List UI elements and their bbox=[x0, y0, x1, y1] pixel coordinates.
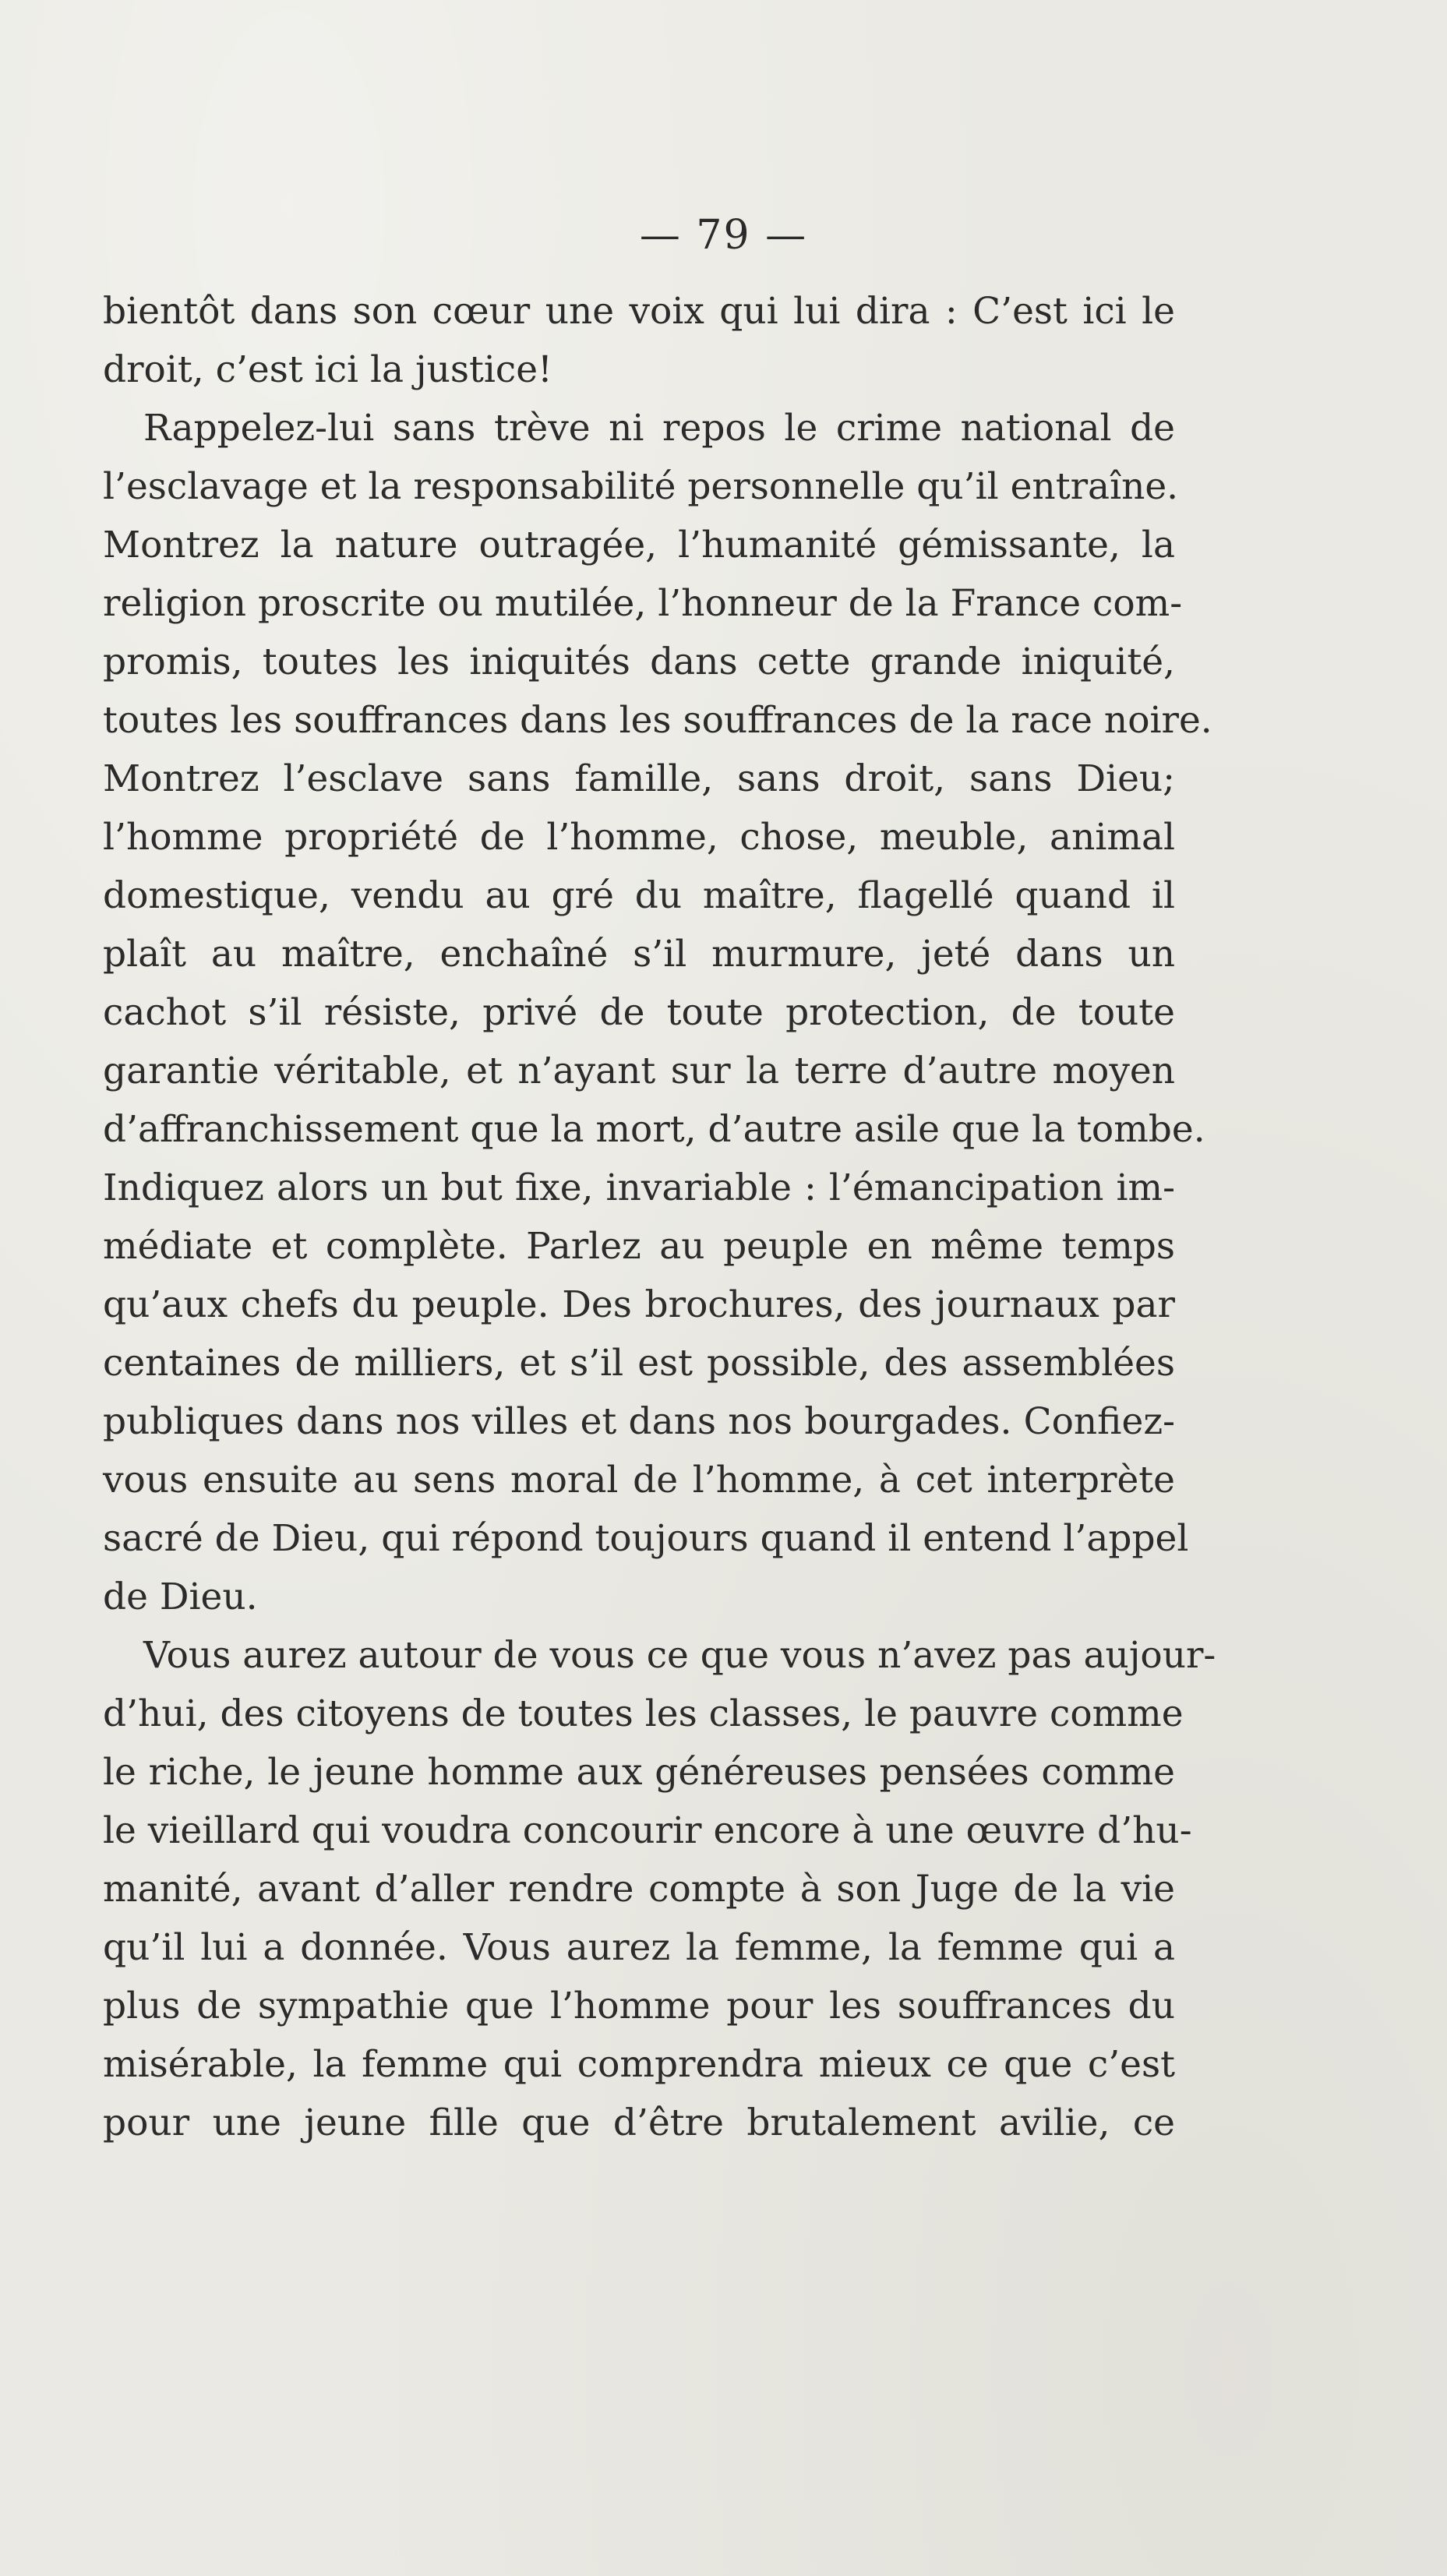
text-line: religion proscrite ou mutilée, l’honneur de la France com- bbox=[103, 582, 1183, 625]
text-line: Rappelez-lui sans trève ni repos le crime national de bbox=[143, 407, 1175, 450]
text-line: plaît au maître, enchaîné s’il murmure, jeté dans un bbox=[103, 933, 1175, 976]
text-line: d’hui, des citoyens de toutes les classes, le pauvre comme bbox=[103, 1692, 1184, 1735]
body-text bbox=[103, 282, 1216, 2152]
text-line: médiate et complète. Parlez au peuple en même temps bbox=[103, 1225, 1175, 1268]
text-line: domestique, vendu au gré du maître, flagellé quand il bbox=[103, 874, 1175, 917]
text-line: bientôt dans son cœur une voix qui lui dira : C’est ici le bbox=[103, 290, 1175, 333]
text-line: publiques dans nos villes et dans nos bourgades. Confiez- bbox=[103, 1400, 1175, 1443]
text-line: misérable, la femme qui comprendra mieux ce que c’est bbox=[103, 2043, 1175, 2086]
text-line: l’esclavage et la responsabilité personnelle qu’il entraîne. bbox=[103, 465, 1179, 508]
text-line: qu’aux chefs du peuple. Des brochures, des journaux par bbox=[103, 1283, 1175, 1326]
text-line: plus de sympathie que l’homme pour les souffrances du bbox=[103, 1985, 1175, 2027]
text-line: Montrez la nature outragée, l’humanité gémissante, la bbox=[103, 524, 1175, 566]
text-line: de Dieu. bbox=[103, 1576, 258, 1618]
text-line: le vieillard qui voudra concourir encore à une œuvre d’hu- bbox=[103, 1809, 1192, 1852]
text-line: promis, toutes les iniquités dans cette grande iniquité, bbox=[103, 640, 1175, 683]
text-line: d’affranchissement que la mort, d’autre asile que la tombe. bbox=[103, 1108, 1205, 1151]
text-line: l’homme propriété de l’homme, chose, meuble, animal bbox=[103, 816, 1175, 859]
text-line: le riche, le jeune homme aux généreuses pensées comme bbox=[103, 1751, 1175, 1794]
text-line: pour une jeune fille que d’être brutalement avilie, ce bbox=[103, 2101, 1175, 2144]
text-line: Montrez l’esclave sans famille, sans droit, sans Dieu; bbox=[103, 757, 1175, 800]
page-number: — 79 — bbox=[639, 212, 808, 259]
text-line: vous ensuite au sens moral de l’homme, à cet interprète bbox=[103, 1459, 1175, 1501]
text-line: cachot s’il résiste, privé de toute protection, de toute bbox=[103, 991, 1175, 1034]
text-line: centaines de milliers, et s’il est possible, des assemblées bbox=[103, 1342, 1175, 1385]
text-line: sacré de Dieu, qui répond toujours quand il entend l’appel bbox=[103, 1517, 1189, 1560]
text-line: garantie véritable, et n’ayant sur la terre d’autre moyen bbox=[103, 1050, 1175, 1092]
text-line: droit, c’est ici la justice! bbox=[103, 348, 552, 391]
text-line: Indiquez alors un but fixe, invariable : l’émancipation im- bbox=[103, 1166, 1175, 1209]
text-line: Vous aurez autour de vous ce que vous n’avez pas aujour- bbox=[143, 1634, 1216, 1677]
text-line: qu’il lui a donnée. Vous aurez la femme, la femme qui a bbox=[103, 1926, 1175, 1969]
text-line: manité, avant d’aller rendre compte à son Juge de la vie bbox=[103, 1868, 1175, 1911]
text-line: toutes les souffrances dans les souffrances de la race noire. bbox=[103, 699, 1212, 742]
